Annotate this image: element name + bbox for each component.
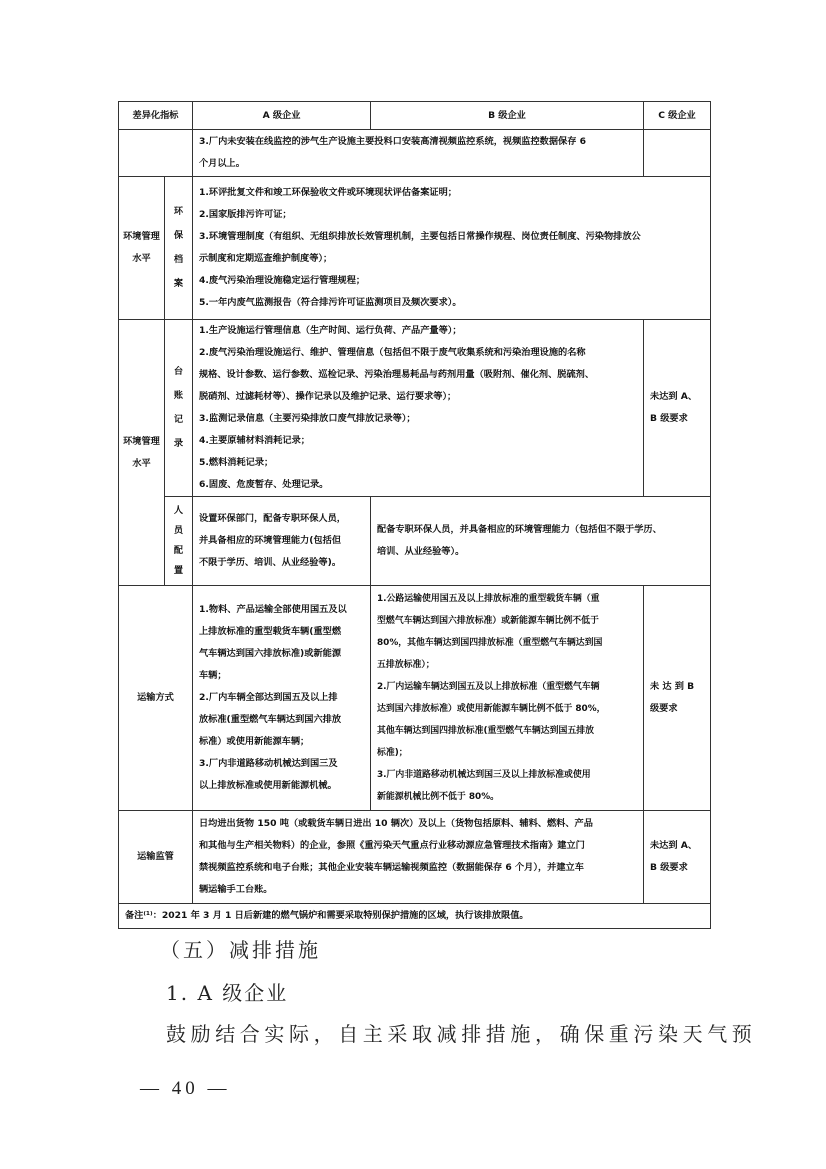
sub-category-staffing bbox=[165, 497, 193, 586]
page-number: — 40 — bbox=[140, 1078, 231, 1099]
text-line: 1.生产设施运行管理信息（生产时间、运行负荷、产品产量等）； bbox=[199, 325, 462, 336]
sub-char: 录 bbox=[173, 438, 184, 449]
text-line: 2.厂内运输车辆达到国五及以上排放标准（重型燃气车辆 bbox=[377, 682, 600, 692]
text-line: 五排放标准）； bbox=[377, 660, 435, 670]
supervision-requirements bbox=[193, 811, 644, 904]
sub-char: 配 bbox=[173, 545, 184, 556]
empty-cell bbox=[119, 130, 193, 177]
table-row-transport-supervision bbox=[119, 811, 711, 904]
text-line: 设置环保部门，配备专职环保人员， bbox=[199, 513, 346, 524]
transport-a-level bbox=[193, 586, 371, 811]
supervision-c-level bbox=[644, 811, 711, 904]
header-c-level: C 级企业 bbox=[644, 102, 711, 130]
category-label: 环境管理水平 bbox=[123, 435, 160, 469]
text-line: 规格、设计参数、运行参数、巡检记录、污染治理易耗品与药剂用量（吸附剂、催化剂、脱硫剂、 bbox=[199, 369, 595, 380]
text-line: 其他车辆达到国四排放标准(重型燃气车辆达到国五排放 bbox=[377, 726, 595, 736]
text-line: 1.公路运输使用国五及以上排放标准的重型载货车辆（重 bbox=[377, 594, 600, 604]
text-line: 标准）或使用新能源车辆； bbox=[199, 736, 310, 747]
section-heading: （五）减排措施 bbox=[160, 938, 321, 962]
text-line: 不限于学历、培训、从业经验等)。 bbox=[199, 557, 342, 568]
table-row-environmental-archive bbox=[119, 177, 711, 320]
text-line: 个月以上。 bbox=[199, 158, 245, 169]
text-line: 4.主要原辅材料消耗记录； bbox=[199, 435, 310, 446]
text-line: 以上排放标准或使用新能源机械。 bbox=[199, 780, 337, 791]
table-row-ledger bbox=[119, 320, 711, 497]
text-line: 禁视频监控系统和电子台账；其他企业安装车辆运输视频监控（数据能保存 6 个月），并建立车 bbox=[199, 862, 584, 873]
body-paragraph: 鼓励结合实际，自主采取减排措施，确保重污染天气预 bbox=[166, 1022, 757, 1046]
text-line: 型燃气车辆达到国六排放标准）或新能源车辆比例不低于 bbox=[377, 616, 599, 626]
text-line: 并具备相应的环境管理能力(包括但 bbox=[199, 535, 342, 546]
table-note: 备注⁽¹⁾：2021 年 3 月 1 日后新建的燃气锅炉和需要采取特别保护措施的区域，执行该排放限值。 bbox=[119, 904, 711, 929]
text-line: 3.厂内非道路移动机械达到国三及以上排放标准或使用 bbox=[377, 770, 591, 780]
text-line: 未 达 到 B bbox=[650, 681, 695, 692]
sub-char: 记 bbox=[173, 414, 184, 425]
sub-char: 案 bbox=[173, 278, 184, 289]
text-line: 上排放标准的重型载货车辆(重型燃 bbox=[199, 626, 342, 637]
staffing-b-level bbox=[371, 497, 711, 586]
differentiation-indicator-table bbox=[118, 101, 711, 929]
sub-char: 账 bbox=[173, 390, 184, 401]
text-line: 5.一年内废气监测报告（符合排污许可证监测项目及频次要求）。 bbox=[199, 297, 462, 308]
text-line: 和其他与生产相关物料）的企业，参照《重污染天气重点行业移动源应急管理技术指南》建立门 bbox=[199, 840, 585, 851]
text-line: 标准)； bbox=[377, 748, 408, 758]
empty-cell bbox=[644, 130, 711, 177]
text-line: 示制度和定期巡查维护制度等）； bbox=[199, 253, 333, 264]
monitoring-continued-text bbox=[193, 130, 644, 177]
text-line: 5.燃料消耗记录； bbox=[199, 457, 274, 468]
text-line: 车辆； bbox=[199, 670, 227, 681]
header-a-level: A 级企业 bbox=[193, 102, 371, 130]
text-line: 新能源机械比例不低于 80%。 bbox=[377, 792, 499, 802]
text-line: 脱硝剂、过滤耗材等）、操作记录以及维护记录、运行要求等）； bbox=[199, 391, 457, 402]
text-line: B 级要求 bbox=[650, 862, 688, 873]
text-line: 未达到 A、 bbox=[650, 840, 698, 851]
text-line: 3.监测记录信息（主要污染排放口废气排放记录等）； bbox=[199, 413, 416, 424]
staffing-a-level bbox=[193, 497, 371, 586]
text-line: 4.废气污染治理设施稳定运行管理规程； bbox=[199, 275, 366, 286]
header-b-level: B 级企业 bbox=[371, 102, 644, 130]
header-indicator: 差异化指标 bbox=[119, 102, 193, 130]
text-line: 达到国六排放标准）或使用新能源车辆比例不低于 80%， bbox=[377, 704, 606, 714]
text-line: B 级要求 bbox=[650, 413, 688, 424]
text-line: 培训、从业经验等）。 bbox=[377, 546, 465, 557]
text-line: 1.物料、产品运输全部使用国五及以 bbox=[199, 604, 347, 615]
sub-char: 置 bbox=[173, 565, 184, 576]
text-line: 放标准(重型燃气车辆达到国六排放 bbox=[199, 714, 342, 725]
text-line: 3.厂内非道路移动机械达到国三及 bbox=[199, 758, 338, 769]
table-row-staffing bbox=[119, 497, 711, 586]
sub-category-ledger bbox=[165, 320, 193, 497]
text-line: 80%，其他车辆达到国四排放标准（重型燃气车辆达到国 bbox=[377, 638, 603, 648]
text-line: 3.厂内未安装在线监控的涉气生产设施主要投料口安装高清视频监控系统，视频监控数据保存 6 bbox=[199, 136, 586, 147]
subheading: 1. A 级企业 bbox=[166, 981, 289, 1005]
sub-char: 员 bbox=[173, 525, 184, 536]
table-row-note bbox=[119, 904, 711, 929]
ledger-c-level bbox=[644, 320, 711, 497]
text-line: 2.国家版排污许可证； bbox=[199, 209, 292, 220]
text-line: 2.厂内车辆全部达到国五及以上排 bbox=[199, 692, 338, 703]
archive-requirements bbox=[193, 177, 711, 320]
sub-char: 档 bbox=[173, 254, 184, 265]
category-env-management bbox=[119, 320, 165, 586]
text-line: 6.固废、危废暂存、处理记录。 bbox=[199, 479, 329, 490]
category-label: 环境管理水平 bbox=[123, 231, 160, 264]
category-env-management bbox=[119, 177, 165, 320]
text-line: 未达到 A、 bbox=[650, 391, 698, 402]
category-transport-mode: 运输方式 bbox=[119, 586, 193, 811]
text-line: 日均进出货物 150 吨（或载货车辆日进出 10 辆次）及以上（货物包括原料、辅料、燃料、产品 bbox=[199, 818, 593, 829]
text-line: 2.废气污染治理设施运行、维护、管理信息（包括但不限于废气收集系统和污染治理设施的名称 bbox=[199, 347, 586, 358]
ledger-requirements bbox=[193, 320, 644, 497]
transport-c-level bbox=[644, 586, 711, 811]
category-transport-supervision: 运输监管 bbox=[119, 811, 193, 904]
text-line: 辆运输手工台账。 bbox=[199, 884, 273, 895]
text-line: 气车辆达到国六排放标准)或新能源 bbox=[199, 648, 342, 659]
sub-char: 台 bbox=[173, 366, 184, 377]
sub-char: 人 bbox=[173, 505, 184, 516]
text-line: 配备专职环保人员，并具备相应的环境管理能力（包括但不限于学历、 bbox=[377, 524, 662, 535]
table-row-monitoring-continued bbox=[119, 130, 711, 177]
table-row-transport-mode bbox=[119, 586, 711, 811]
text-line: 级要求 bbox=[650, 703, 678, 714]
transport-b-level bbox=[371, 586, 644, 811]
text-line: 3.环境管理制度（有组织、无组织排放长效管理机制，主要包括日常操作规程、岗位责任制度、污染物排放公 bbox=[199, 231, 641, 242]
sub-category-archive bbox=[165, 177, 193, 320]
text-line: 1.环评批复文件和竣工环保验收文件或环境现状评估备案证明； bbox=[199, 187, 457, 198]
sub-char: 保 bbox=[173, 230, 184, 241]
sub-char: 环 bbox=[173, 206, 184, 217]
table-header-row bbox=[119, 102, 711, 130]
